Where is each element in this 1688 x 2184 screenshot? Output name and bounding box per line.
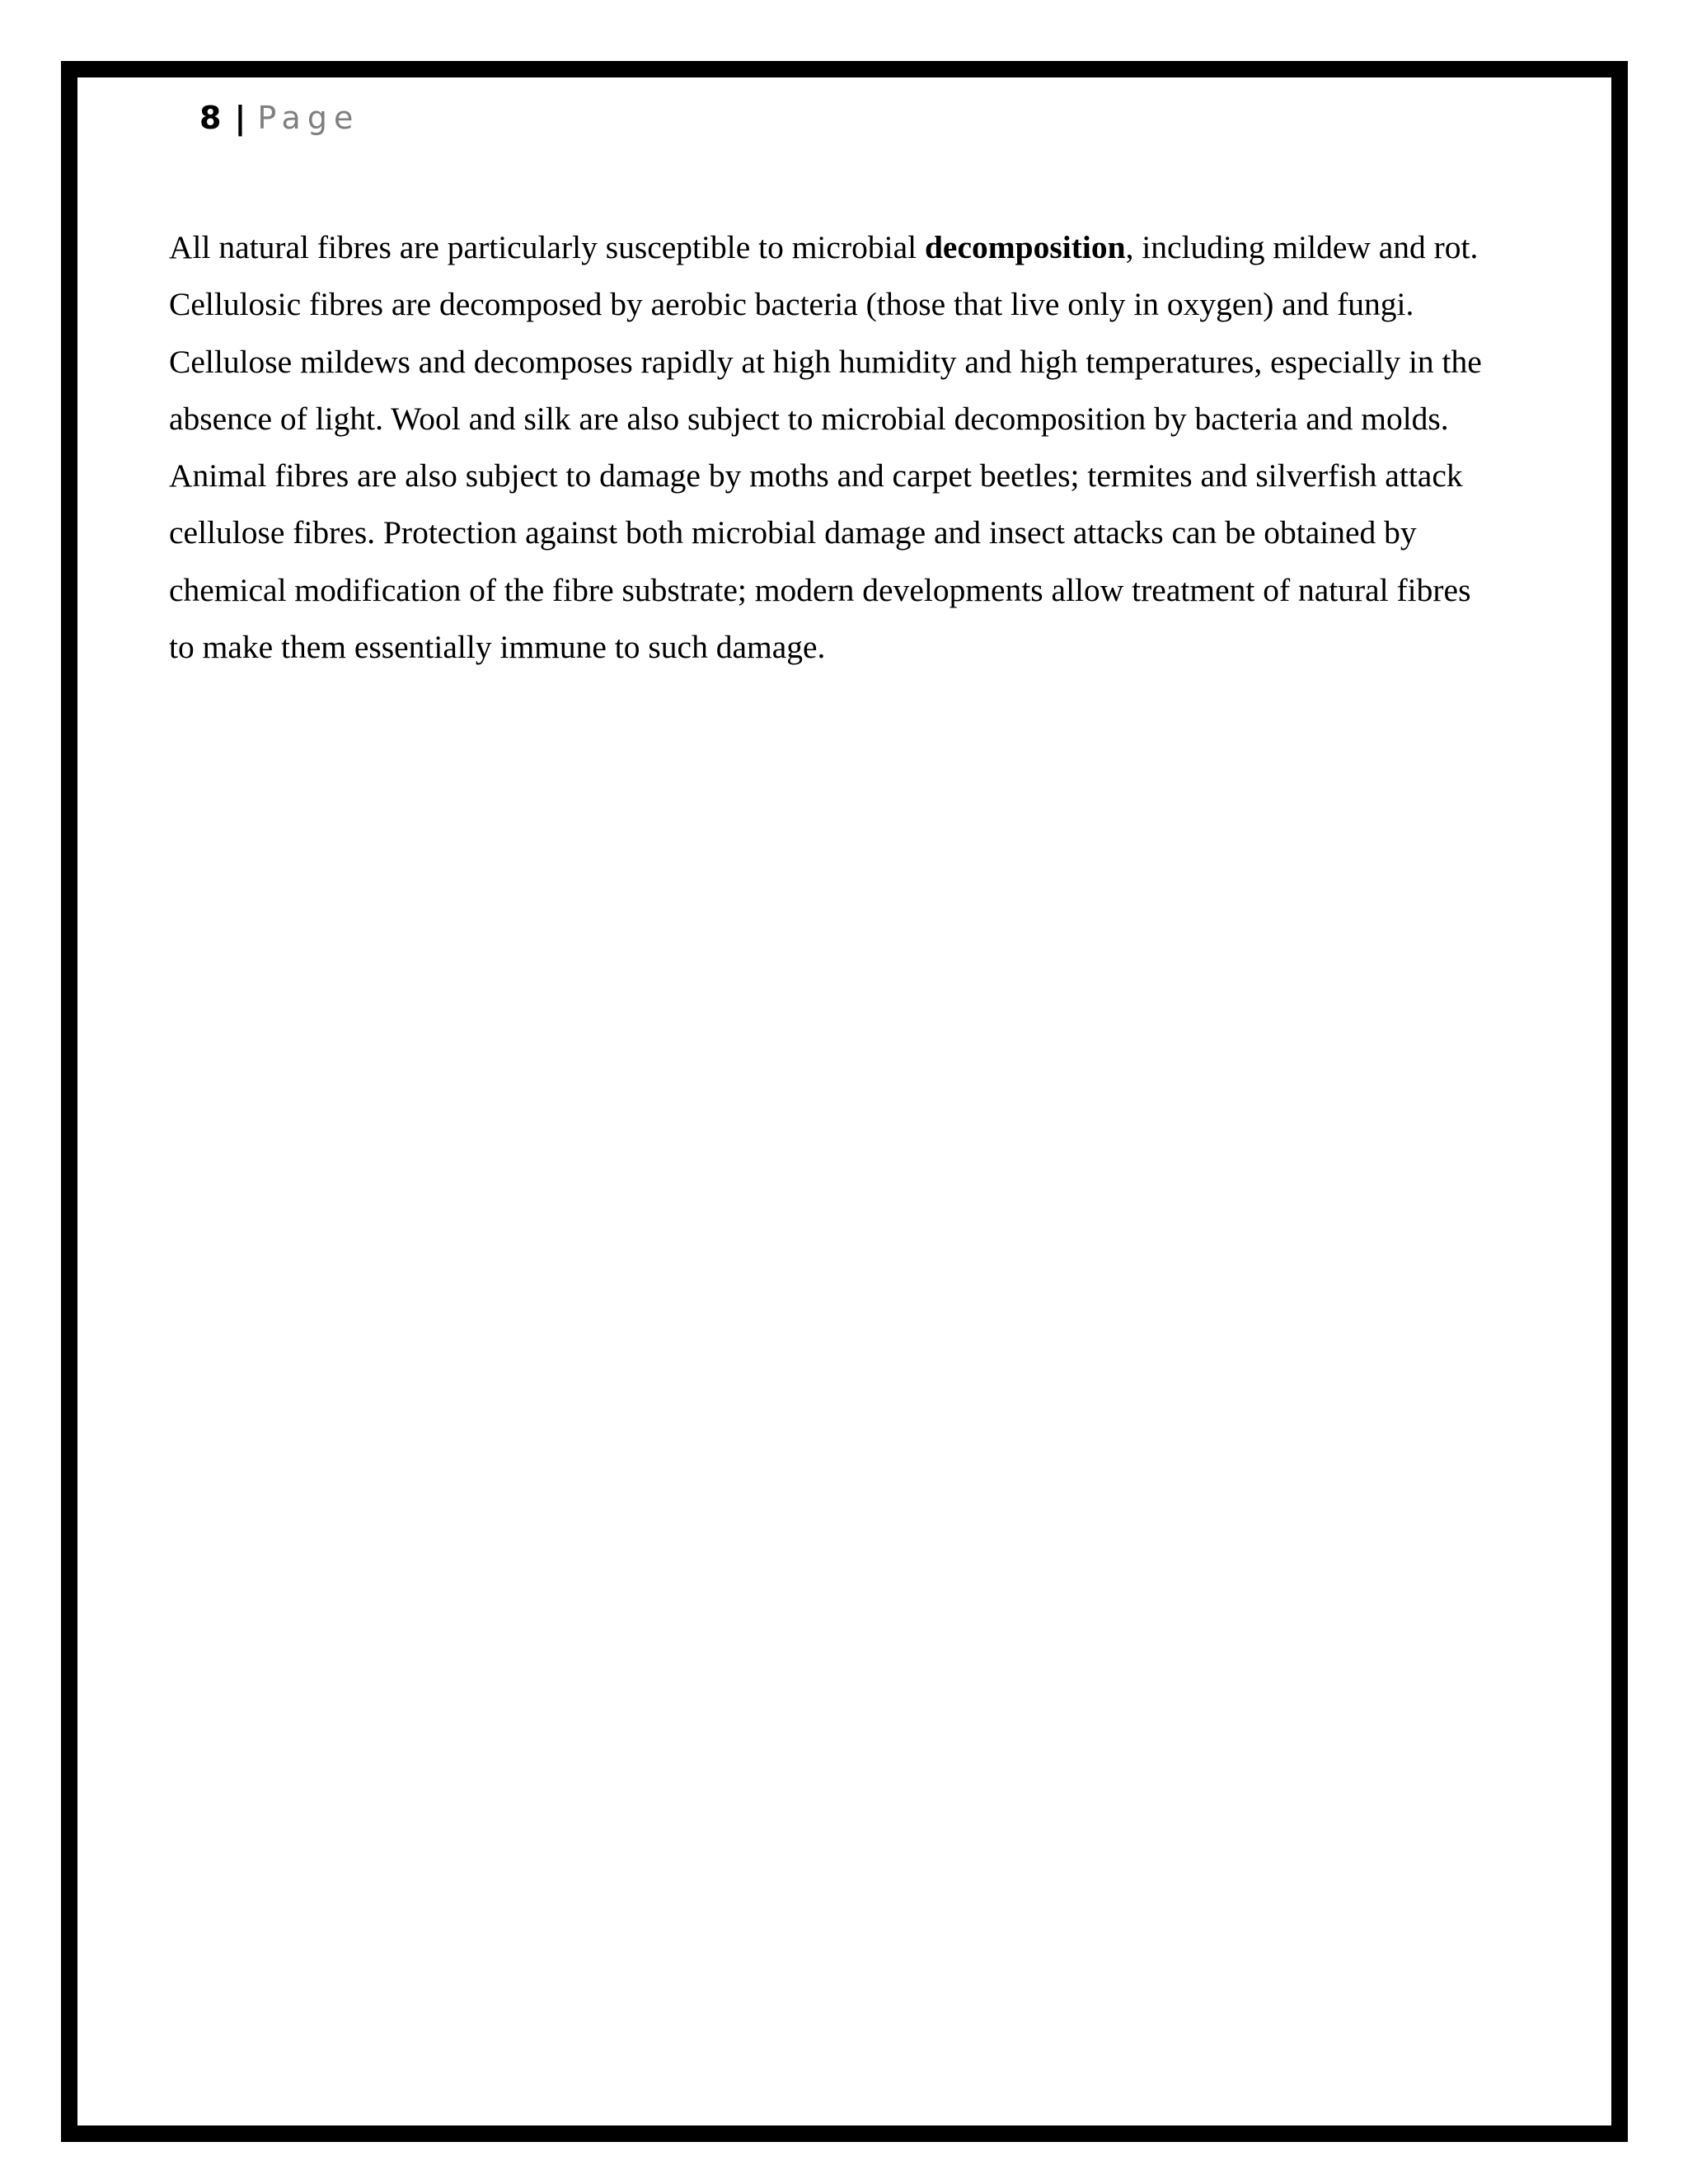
page-header xyxy=(199,95,359,141)
page-number: 8 xyxy=(199,100,222,136)
paragraph-line xyxy=(169,219,1521,276)
paragraph-line: to make them essentially immune to such damage. xyxy=(169,629,826,666)
bold-term: decomposition xyxy=(924,229,1126,265)
body-paragraph xyxy=(169,219,1521,676)
paragraph-line: Animal fibres are also subject to damage by moths and carpet beetles; termites and silverfish attack xyxy=(169,457,1463,494)
paragraph-line: Cellulosic fibres are decomposed by aerobic bacteria (those that live only in oxygen) and fungi. xyxy=(169,286,1414,323)
page-label: Page xyxy=(257,100,360,136)
line-text: All natural fibres are particularly susceptible to microbial xyxy=(169,229,925,265)
line-text: , including mildew and rot. xyxy=(1125,229,1479,265)
paragraph-line: chemical modification of the fibre substrate; modern developments allow treatment of natural fibres xyxy=(169,571,1471,608)
paragraph-line: Cellulose mildews and decomposes rapidly at high humidity and high temperatures, especially in the xyxy=(169,343,1482,380)
paragraph-line: absence of light. Wool and silk are also subject to microbial decomposition by bacteria and molds. xyxy=(169,400,1449,437)
paragraph-line: cellulose fibres. Protection against both microbial damage and insect attacks can be obtained by xyxy=(169,514,1417,551)
header-separator: | xyxy=(234,100,246,136)
